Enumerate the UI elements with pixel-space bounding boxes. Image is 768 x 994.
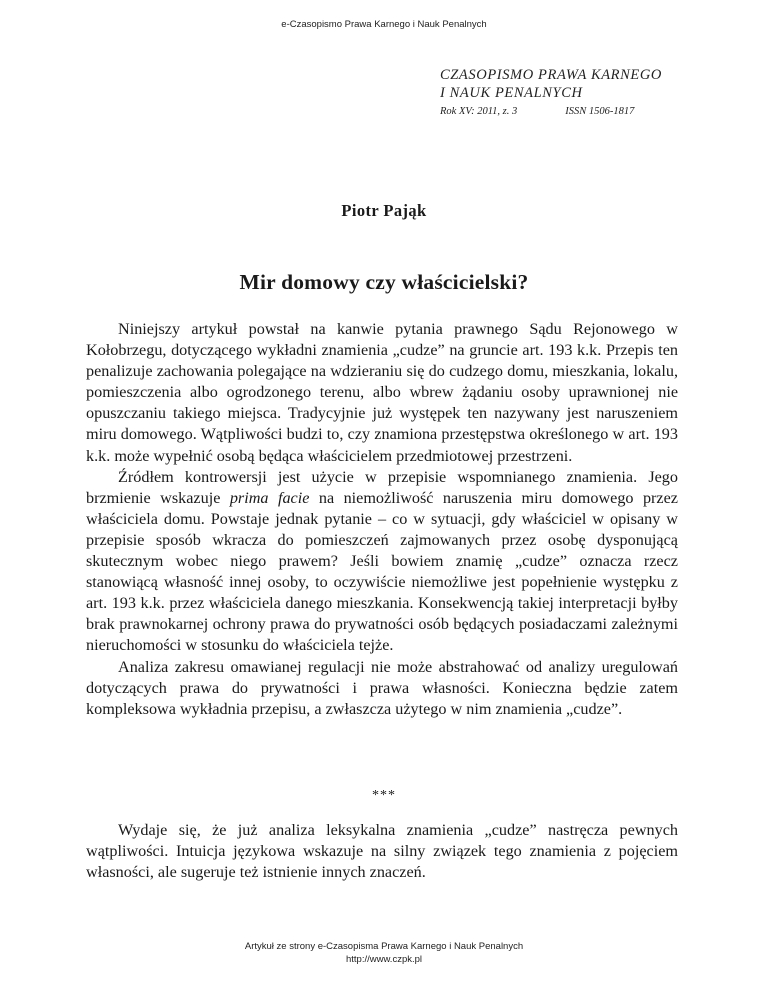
paragraph-2 xyxy=(86,467,678,657)
paragraph-2-part-1: Źródłem kontrowersji jest użycie w przepisie wspomnianego znamienia. Jego brzmienie wskazuje xyxy=(86,467,678,507)
paragraph-2-italic: prima facie xyxy=(229,488,310,507)
article-author: Piotr Pająk xyxy=(341,201,427,220)
page-footer xyxy=(0,940,768,966)
footer-url[interactable]: http://www.czpk.pl xyxy=(345,954,423,965)
paragraph-2-part-2: na niemożliwość naruszenia miru domowego przez właściciela domu. Powstaje jednak pytanie – co w sytuacji, gdy właściciel w opisany w przepisie sposób wkracza do pomieszczeń zajmowanych przez osobę dysponującą skutecznym wobec niego prawem? Jeśli bowiem znamię „cudze” oznacza rzecz stanowiącą własność innej osoby, to oczywiście niemożliwe jest popełnienie występku z art. 193 k.k. przez właściciela danego mieszkania. Konsekwencją takiej interpretacji byłby brak prawnokarnej ochrony prawa do prywatności osób będących posiadaczami zależnymi nieruchomości w stosunku do właściciela tejże. xyxy=(86,488,678,655)
running-head: e-Czasopismo Prawa Karnego i Nauk Penalnych xyxy=(281,19,487,30)
journal-title-line-1: CZASOPISMO PRAWA KARNEGO xyxy=(440,67,663,83)
footer-source-line: Artykuł ze strony e-Czasopisma Prawa Karnego i Nauk Penalnych xyxy=(244,941,524,952)
paragraph-1: Niniejszy artykuł powstał na kanwie pytania prawnego Sądu Rejonowego w Kołobrzegu, dotyczącego wykładni znamienia „cudze” na gruncie art. 193 k.k. Przepis ten penalizuje zachowania polegające na wdzieraniu się do cudzego domu, mieszkania, lokalu, pomieszczenia albo ogrodzonego terenu, albo wbrew żądaniu osoby uprawnionej nie opuszczaniu takiego miejsca. Tradycyjnie już występek ten nazywany jest naruszeniem miru domowego. Wątpliwości budzi to, czy znamiona przestępstwa określonego w art. 193 k.k. może wypełnić osobą będąca właścicielem przedmiotowej przestrzeni. xyxy=(86,320,678,465)
journal-issn: ISSN 1506-1817 xyxy=(565,106,635,117)
section-separator: *** xyxy=(372,788,396,803)
paragraph-3: Analiza zakresu omawianej regulacji nie może abstrahować od analizy uregulowań dotyczących prawa do prywatności i prawa własności. Konieczna będzie zatem kompleksowa wykładnia przepisu, a zwłaszcza użytego w nim znamienia „cudze”. xyxy=(86,657,678,718)
article-body-continued xyxy=(86,820,678,883)
journal-meta xyxy=(440,104,740,120)
journal-masthead xyxy=(440,66,740,120)
paragraph-4: Wydaje się, że już analiza leksykalna znamienia „cudze” nastręcza pewnych wątpliwości. Intuicja językowa wskazuje na silny związek tego znamienia z pojęciem własności, ale sugeruje też istnienie innych znaczeń. xyxy=(86,821,678,882)
article-body xyxy=(86,316,678,720)
journal-title-line-2: I NAUK PENALNYCH xyxy=(440,85,583,101)
journal-volume: Rok XV: 2011, z. 3 xyxy=(440,106,518,117)
article-title: Mir domowy czy właścicielski? xyxy=(239,270,529,294)
